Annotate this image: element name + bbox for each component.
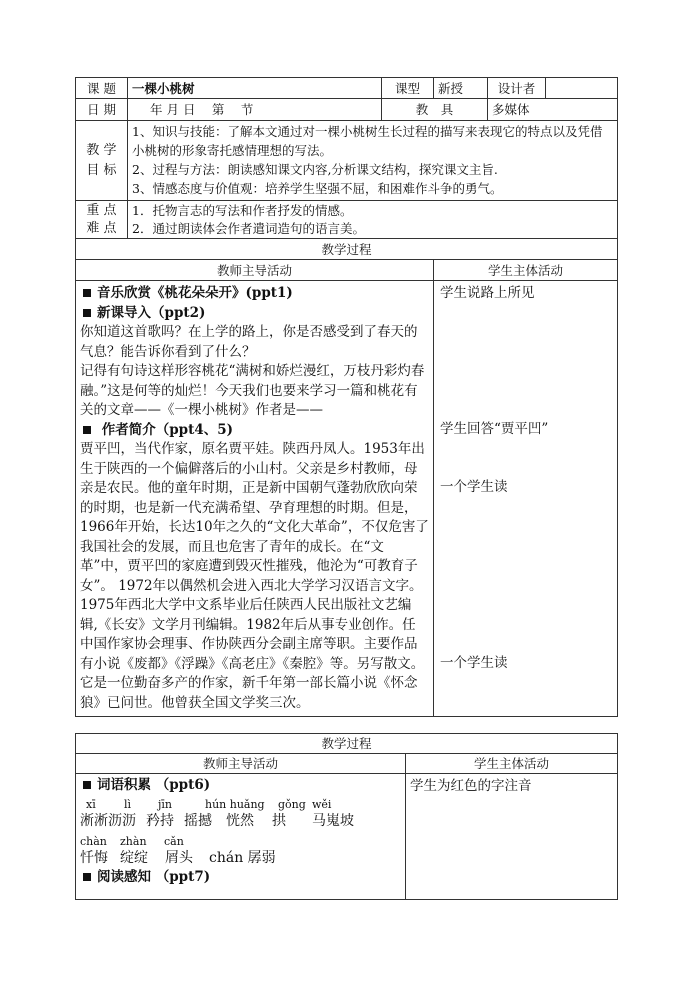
teacher-column-header-2: 教师主导活动 (76, 754, 406, 774)
section-intro: 新课导入（ppt2) (80, 304, 429, 324)
vocab-word: 拱 (272, 812, 286, 829)
teacher-activity-cell-2 (76, 774, 406, 900)
word-row-2 (80, 849, 401, 868)
square-bullet-icon (83, 426, 91, 434)
date-value: 年 月 日 第 节 (128, 99, 382, 121)
vocab-word: 淅淅沥沥 (80, 812, 136, 829)
pinyin-row-2 (80, 835, 401, 849)
title-label: 课 题 (76, 78, 128, 99)
date-label: 日 期 (76, 99, 128, 121)
pinyin: zhàn (120, 834, 147, 848)
difficulty-label: 难 点 (86, 220, 117, 236)
lesson-plan-table (75, 77, 618, 717)
pinyin-row-1 (80, 798, 401, 812)
goal-1: 1、知识与技能：了解本文通过对一棵小桃树生长过程的描写来表现它的特点以及凭借小桃树的形象寄托感情理想的写法。 (132, 124, 603, 158)
pinyin: wěi (312, 797, 332, 811)
goals-label: 教 学 目 标 (76, 121, 128, 201)
student-activity-5: 学生为红色的字注音 (410, 778, 532, 794)
designer-value (546, 78, 618, 99)
author-bio: 贾平凹，当代作家，原名贾平娃。陕西丹凤人。1953年出生于陕西的一个偏僻落后的小山村。父亲是乡村教师，母亲是农民。他的童年时期，正是新中国朝气蓬勃欣欣向荣的时期，也是新一代充满希望、孕育理想的时期。但是，1966年开始，长达10年之久的“文化大革命”，不仅危害了我国社会的发展，而且也危害了青年的成长。在“文革”中，贾平凹的家庭遭到毁灭性摧残，他沦为“可教育子女”。 1972年以偶然机会进入西北大学学习汉语言文字。1975年西北大学中文系毕业后任陕西人民出版社文艺编辑,《长安》文学月刊编辑。1982年后从事专业创作。任中国作家协会理事、作协陕西分会副主席等职。主要作品有小说《废都》《浮躁》《高老庄》《秦腔》等。另写散文。它是一位勤奋多产的作家，新千年第一部长篇小说《怀念狼》已问世。他曾获全国文学奖三次。 (80, 441, 429, 711)
vocab-word: 恍然 (226, 812, 254, 829)
tools-label: 教 具 (382, 99, 488, 121)
section-vocabulary: 词语积累 （ppt6) (80, 776, 401, 796)
student-activity-1: 学生说路上所见 (440, 285, 535, 301)
intro-question: 你知道这首歌吗？在上学的路上，你是否感受到了春天的气息？能告诉你看到了什么？ (80, 324, 418, 360)
keypoints-content (128, 201, 618, 239)
keypoints-label (76, 201, 128, 239)
square-bullet-icon (83, 289, 91, 297)
lesson-title: 一棵小桃树 (128, 78, 382, 99)
vocab-word: 忏悔 (80, 849, 108, 866)
pinyin: cǎn (164, 834, 184, 848)
section-music: 音乐欣赏《桃花朵朵开》(ppt1) (80, 284, 429, 304)
student-activity-3: 一个学生读 (440, 479, 508, 495)
pinyin: xī (86, 797, 96, 811)
vocab-word: 绽绽 (120, 849, 148, 866)
student-column-header: 学生主体活动 (434, 260, 618, 281)
pinyin: gǒng (278, 797, 306, 811)
square-bullet-icon (83, 309, 91, 317)
pinyin: jīn (158, 797, 173, 811)
keypoint-label: 重 点 (86, 202, 117, 218)
type-label: 课型 (382, 78, 434, 99)
process-header: 教学过程 (76, 239, 618, 260)
pinyin: hún huǎng (205, 797, 265, 811)
lesson-type: 新授 (434, 78, 488, 99)
goal-3: 3、情感态度与价值观：培养学生坚强不屈，和困难作斗争的勇气。 (132, 181, 503, 196)
teacher-activity-cell (76, 281, 434, 717)
pinyin: chàn (80, 834, 107, 848)
vocab-word: 屑头 (165, 849, 193, 866)
vocab-word: 矜持 (146, 812, 174, 829)
section-reading: 阅读感知 （ppt7) (80, 868, 401, 888)
goal-2: 2、过程与方法：朗读感知课文内容,分析课文结构，探究课文主旨. (132, 162, 498, 177)
tools-value: 多媒体 (488, 99, 618, 121)
student-activity-cell-2 (406, 774, 618, 900)
section-author: 作者简介（ppt4、5) (80, 421, 429, 441)
student-activity-4: 一个学生读 (440, 655, 508, 671)
designer-label: 设计者 (488, 78, 546, 99)
vocab-word: 马嵬坡 (312, 812, 354, 829)
goals-content (128, 121, 618, 201)
square-bullet-icon (83, 873, 91, 881)
student-column-header-2: 学生主体活动 (406, 754, 618, 774)
keypoint-2: 2．通过朗读体会作者遣词造句的语言美。 (132, 220, 365, 236)
square-bullet-icon (83, 781, 91, 789)
intro-poem: 记得有句诗这样形容桃花“满树和娇烂漫红，万枝丹彩灼春融。”这是何等的灿烂！今天我们也要来学习一篇和桃花有关的文章——《一棵小桃树》作者是—— (80, 363, 425, 418)
process-header-2: 教学过程 (76, 734, 618, 754)
vocab-word: chán 孱弱 (209, 849, 276, 866)
student-activity-2: 学生回答“贾平凹” (440, 421, 549, 437)
pinyin: lì (124, 797, 132, 811)
vocab-word: 摇撼 (184, 812, 212, 829)
keypoint-1: 1．托物言志的写法和作者抒发的情感。 (132, 202, 353, 218)
lesson-process-table-2 (75, 733, 618, 900)
teacher-column-header: 教师主导活动 (76, 260, 434, 281)
word-row-1 (80, 812, 401, 831)
student-activity-cell (434, 281, 618, 717)
